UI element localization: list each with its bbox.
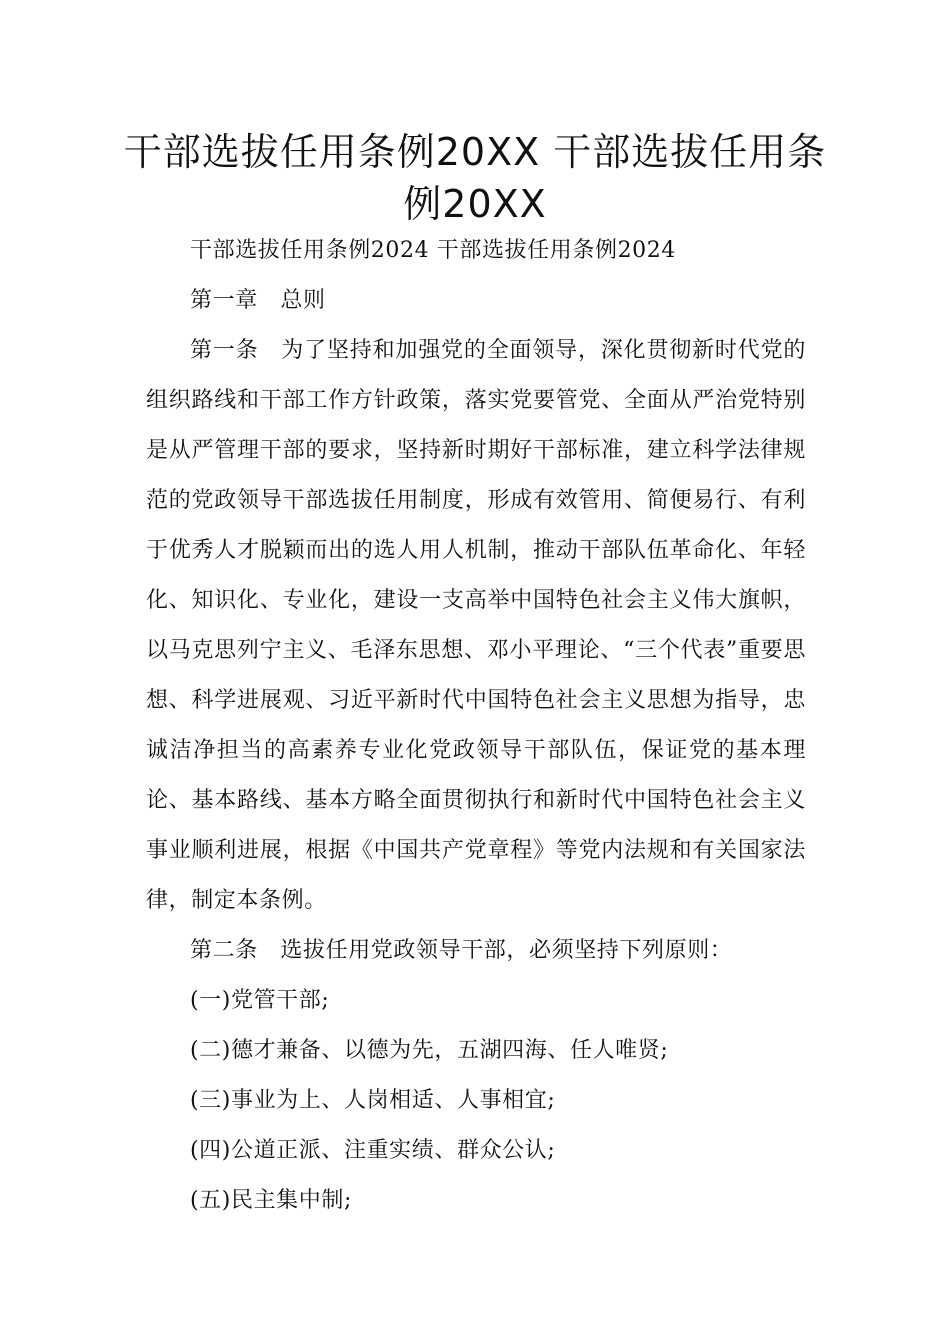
principle-item: (二)德才兼备、以德为先，五湖四海、任人唯贤; (190, 1038, 669, 1063)
document-title: 干部选拔任用条例20XX 干部选拔任用条例20XX (123, 130, 827, 226)
principle-item: (三)事业为上、人岗相适、人事相宜; (190, 1088, 556, 1113)
article-one-paragraph: 第一条 为了坚持和加强党的全面领导，深化贯彻新时代党的组织路线和干部工作方针政策，落实党要管党、全面从严治党特别是从严管理干部的要求，坚持新时期好干部标准，建立科学法律规范的党政领导干部选拔任用制度，形成有效管用、简便易行、有利于优秀人才脱颖而出的选人用人机制，推动干部队伍革命化、年轻化、知识化、专业化，建设一支高举中国特色社会主义伟大旗帜，以马克思列宁主义、毛泽东思想、邓小平理论、“三个代表”重要思想、科学进展观、习近平新时代中国特色社会主义思想为指导，忠诚洁净担当的高素养专业化党政领导干部队伍，保证党的基本理论、基本路线、基本方略全面贯彻执行和新时代中国特色社会主义事业顺利进展，根据《中国共产党章程》等党内法规和有关国家法律，制定本条例。 (146, 338, 806, 913)
principle-item: (五)民主集中制; (190, 1188, 352, 1213)
document-body (146, 226, 806, 1226)
article-two-paragraph: 第二条 选拔任用党政领导干部，必须坚持下列原则： (190, 938, 733, 963)
principle-item: (一)党管干部; (190, 988, 330, 1013)
principle-item: (四)公道正派、注重实绩、群众公认; (190, 1138, 556, 1163)
subtitle-paragraph: 干部选拔任用条例2024 干部选拔任用条例2024 (190, 238, 676, 263)
chapter-heading: 第一章 总则 (190, 288, 326, 313)
